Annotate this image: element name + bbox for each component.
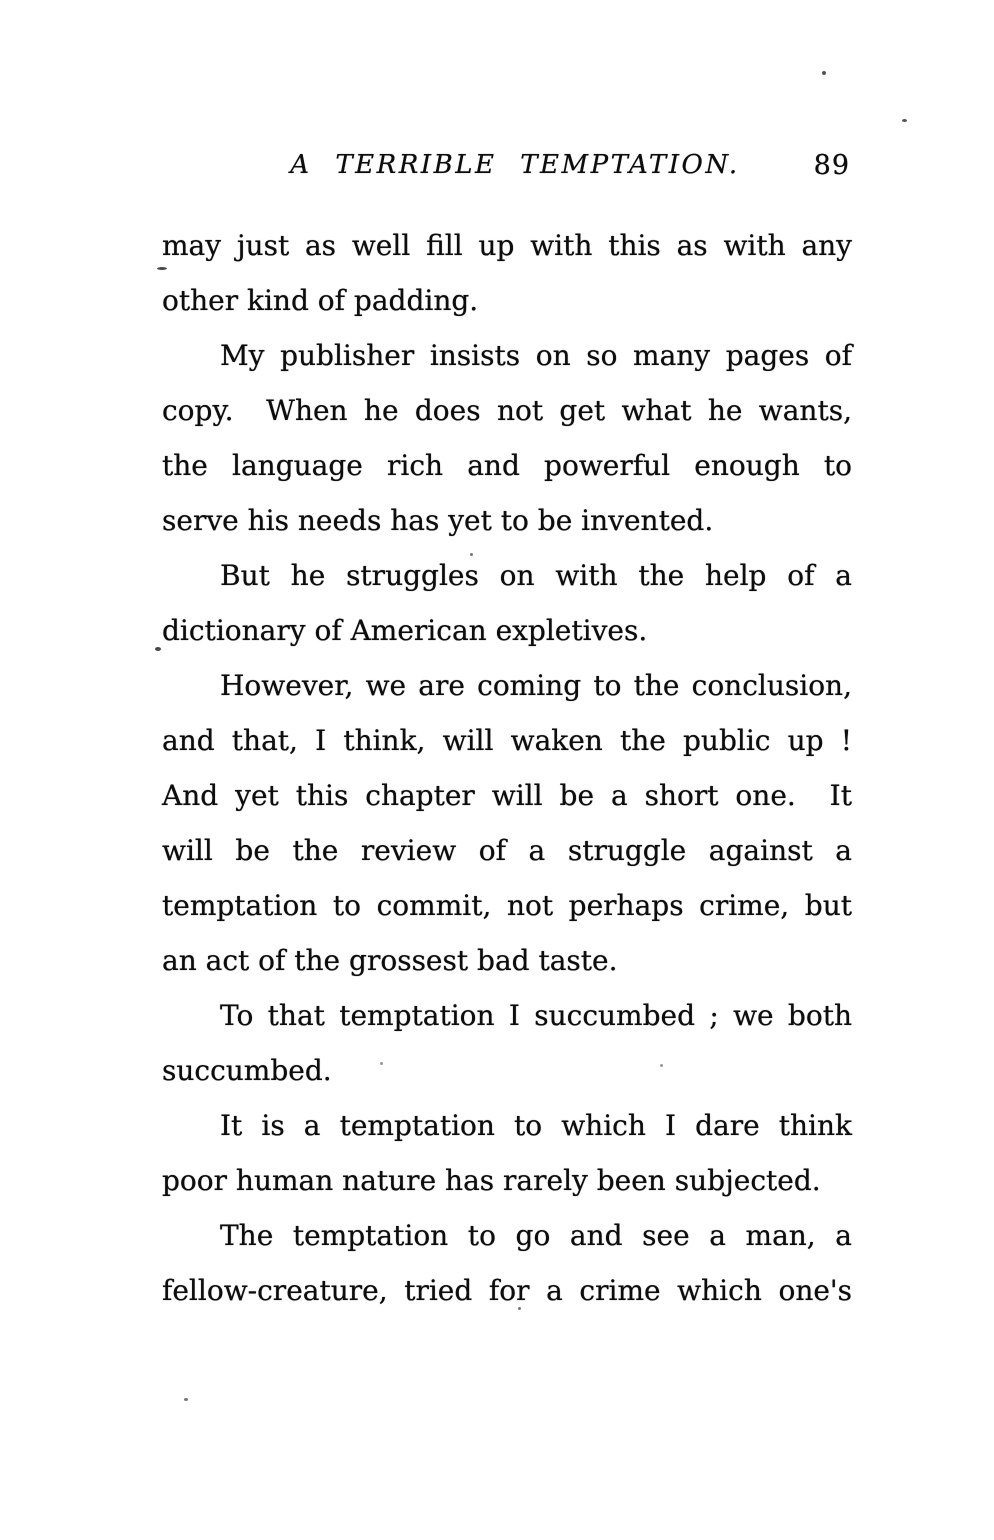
paragraph: [162, 1208, 852, 1318]
page-header: [162, 150, 852, 188]
text-line: succumbed.: [162, 1054, 332, 1087]
text-line: To that temptation I succumbed ; we both: [220, 999, 852, 1032]
text-line: serve his needs has yet to be invented.: [162, 504, 714, 537]
text-line: The temptation to go and see a man, a: [220, 1219, 852, 1252]
scan-speck: [380, 1062, 383, 1065]
scan-speck: [155, 647, 161, 651]
text-line: fellow-creature, tried for a crime which one's: [162, 1274, 852, 1307]
paragraph: [162, 658, 852, 988]
text-line: And yet this chapter will be a short one. It: [162, 779, 852, 812]
scan-speck: [518, 1307, 521, 1310]
scan-speck: [470, 553, 473, 556]
text-line: My publisher insists on so many pages of: [220, 339, 852, 372]
text-line: It is a temptation to which I dare think: [220, 1109, 852, 1142]
text-line: copy. When he does not get what he wants,: [162, 394, 852, 427]
scan-speck: [660, 1064, 663, 1067]
scan-speck: [902, 119, 907, 122]
text-line: other kind of padding.: [162, 284, 479, 317]
text-line: an act of the grossest bad taste.: [162, 944, 618, 977]
text-line: will be the review of a struggle against a: [162, 834, 852, 867]
text-line: the language rich and powerful enough to: [162, 449, 852, 482]
paragraph: [162, 218, 852, 328]
text-line: may just as well fill up with this as with any: [162, 229, 852, 262]
text-line: temptation to commit, not perhaps crime, but: [162, 889, 852, 922]
running-title: A TERRIBLE TEMPTATION.: [290, 150, 740, 180]
paragraph: [162, 548, 852, 658]
text-line: But he struggles on with the help of a: [220, 559, 852, 592]
scan-speck: [184, 1398, 188, 1401]
paragraph: [162, 1098, 852, 1208]
scan-speck: [822, 71, 826, 75]
page-number: 89: [813, 150, 850, 181]
text-line: and that, I think, will waken the public up !: [162, 724, 852, 757]
page-body: [162, 218, 852, 1318]
paragraph: [162, 988, 852, 1098]
text-line: However, we are coming to the conclusion,: [220, 669, 852, 702]
text-line: dictionary of American expletives.: [162, 614, 648, 647]
scan-speck: [157, 267, 167, 270]
text-line: poor human nature has rarely been subjected.: [162, 1164, 821, 1197]
paragraph: [162, 328, 852, 548]
